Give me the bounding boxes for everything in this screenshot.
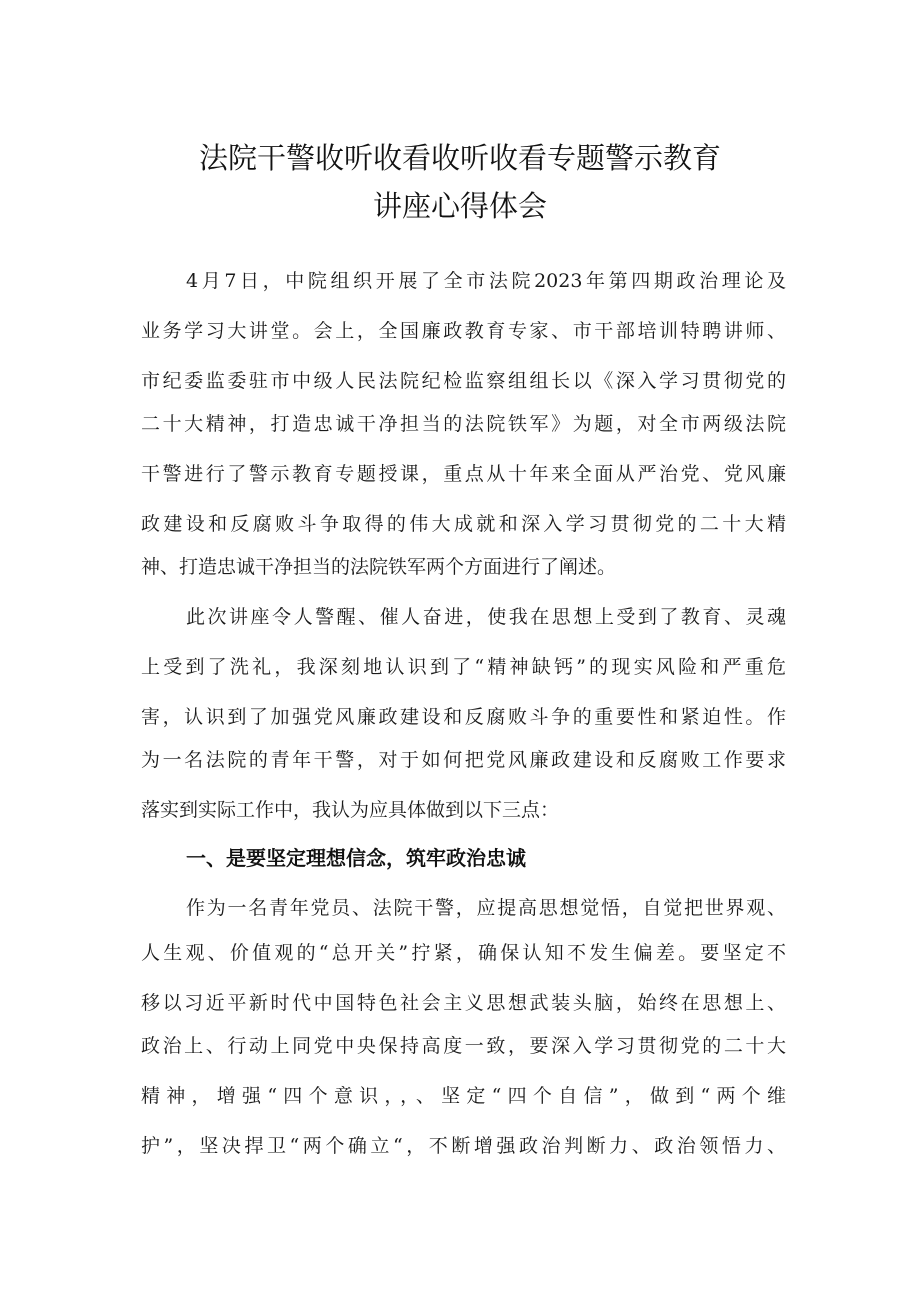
document-title-line-2: 讲座心得体会 (372, 189, 547, 223)
paragraph-1-line-4: 二十大精神，打造忠诚干净担当的法院铁军》为题，对全市两级法院 (141, 413, 786, 435)
paragraph-2-line-4: 为一名法院的青年干警，对于如何把党风廉政建设和反腐败工作要求 (141, 749, 786, 771)
paragraph-1-line-3: 市纪委监委驻市中级人民法院纪检监察组组长以《深入学习贯彻党的 (141, 370, 786, 392)
paragraph-3-line-3: 移以习近平新时代中国特色社会主义思想武装头脑，始终在思想上、 (141, 992, 786, 1014)
paragraph-3-line-4: 政治上、行动上同党中央保持高度一致，要深入学习贯彻党的二十大 (141, 1035, 786, 1057)
section-heading-1: 一、是要坚定理想信念，筑牢政治忠诚 (186, 846, 526, 870)
paragraph-3-line-6: 护”，坚决捍卫“两个确立“，不断增强政治判断力、政治领悟力、 (141, 1135, 786, 1157)
paragraph-3-line-1: 作为一名青年党员、法院干警，应提高思想觉悟，自觉把世界观、 (186, 897, 786, 919)
paragraph-1-line-5: 干警进行了警示教育专题授课，重点从十年来全面从严治党、党风廉 (141, 463, 786, 485)
paragraph-1-line-1: 4月7日，中院组织开展了全市法院2023年第四期政治理论及 (186, 270, 786, 292)
paragraph-2-line-5: 落实到实际工作中，我认为应具体做到以下三点： (141, 799, 560, 821)
paragraph-2-line-3: 害，认识到了加强党风廉政建设和反腐败斗争的重要性和紧迫性。作 (141, 706, 786, 728)
paragraph-1-line-7: 神、打造忠诚干净担当的法院铁军两个方面进行了阐述。 (141, 556, 617, 578)
paragraph-2-line-1: 此次讲座令人警醒、催人奋进，使我在思想上受到了教育、灵魂 (186, 606, 786, 628)
paragraph-1-line-2: 业务学习大讲堂。会上，全国廉政教育专家、市干部培训特聘讲师、 (141, 320, 786, 342)
paragraph-2-line-2: 上受到了洗礼，我深刻地认识到了“精神缺钙”的现实风险和严重危 (141, 656, 786, 678)
document-title-line-1: 法院干警收听收看收听收看专题警示教育 (198, 141, 721, 175)
paragraph-1-line-6: 政建设和反腐败斗争取得的伟大成就和深入学习贯彻党的二十大精 (141, 513, 786, 535)
paragraph-3-line-5: 精神，增强“四个意识，，、坚定“四个自信”，做到“两个维 (141, 1085, 786, 1107)
paragraph-3-line-2: 人生观、价值观的“总开关”拧紧，确保认知不发生偏差。要坚定不 (141, 942, 786, 964)
